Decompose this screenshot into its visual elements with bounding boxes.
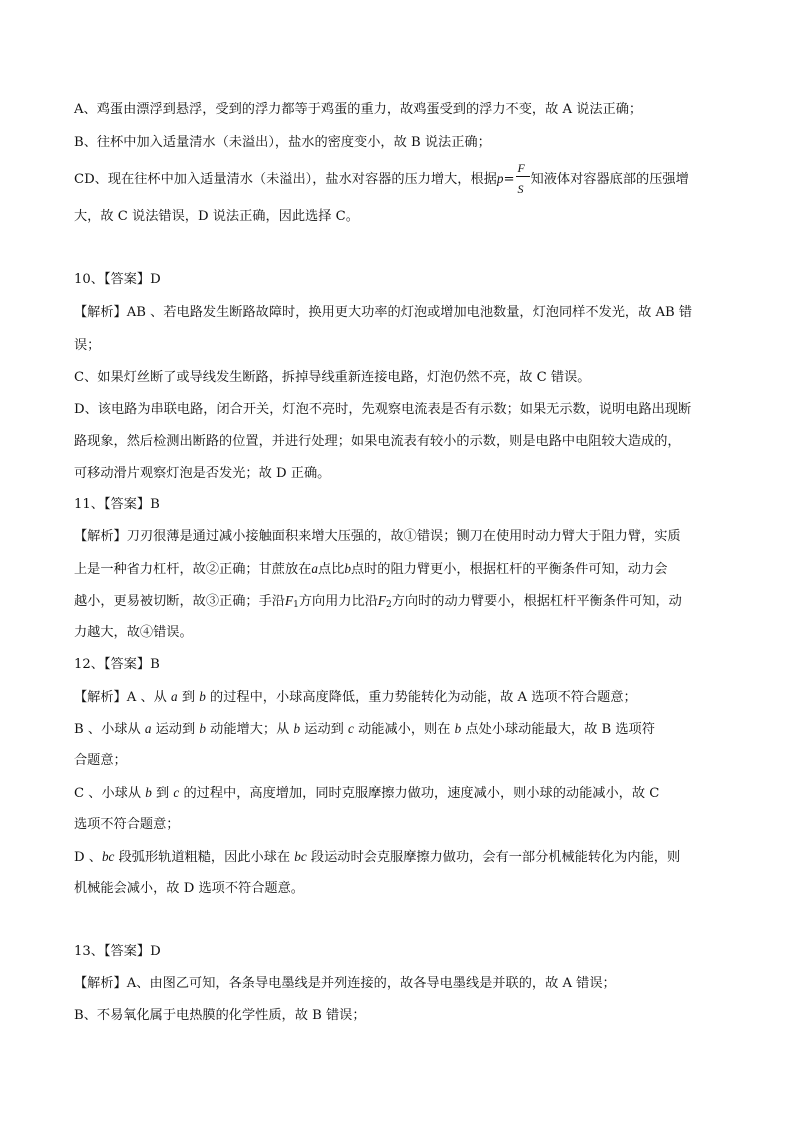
text-run: 到 <box>151 786 174 801</box>
text-run: 点处小球动能最大，故 B 选项符 <box>461 722 655 737</box>
point-c-label: c <box>348 721 354 736</box>
point-a-label: a <box>144 721 152 736</box>
q12-analysis-line3: 合题意； <box>74 753 127 768</box>
text-run: 【解析】A 、从 <box>74 690 172 705</box>
text-run: 方向时的动力臂要小，根据杠杆平衡条件可知，动 <box>391 594 682 609</box>
force-f1-label: F <box>285 593 294 608</box>
q11-answer-heading: 11、【答案】B <box>74 497 160 512</box>
q10-answer-heading: 10、【答案】D <box>74 272 161 287</box>
q9-option-b: B、往杯中加入适量清水（未溢出），盐水的密度变小，故 B 说法正确； <box>74 135 491 150</box>
text-run: 运动到 <box>151 722 200 737</box>
q9-option-cd-line1 <box>74 160 722 196</box>
text-run: 到 <box>177 690 200 705</box>
q9-cd-text-post: 知液体对容器底部的压强增 <box>530 172 689 187</box>
force-f2-label: F <box>377 593 386 608</box>
point-c-label: c <box>173 785 180 800</box>
q11-analysis-line4: 力越大，故④错误。 <box>74 625 193 640</box>
q10-analysis-line4: D、该电路为串联电路，闭合开关，灯泡不亮时，先观察电流表是否有示数；如果无示数，说明电路出现断 <box>74 402 692 417</box>
text-run: 上是一种省力杠杆，故②正确；甘蔗放在 <box>74 562 312 577</box>
q9-option-cd-line2: 大，故 C 说法错误，D 说法正确，因此选择 C。 <box>74 209 359 224</box>
point-b-label: b <box>293 721 301 736</box>
q12-analysis-line2 <box>74 719 722 740</box>
formula-p: p <box>496 171 504 186</box>
q10-analysis-line2: 误； <box>74 338 101 353</box>
q10-analysis-line3: C、如果灯丝断了或导线发生断路，拆掉导线重新连接电路，灯泡仍然不亮，故 C 错误。 <box>74 370 591 385</box>
text-run: 点比 <box>317 562 345 577</box>
text-run: 越小，更易被切断，故③正确；手沿 <box>74 594 285 609</box>
q10-analysis-line1: 【解析】AB 、若电路发生断路故障时，换用更大功率的灯泡或增加电池数量，灯泡同样不发光，故 AB 错 <box>74 305 693 320</box>
point-b-label: b <box>145 785 152 800</box>
q9-cd-text-pre: CD、现在往杯中加入适量清水（未溢出），盐水对容器的压力增大，根据 <box>74 172 497 187</box>
point-a-label: a <box>171 689 178 704</box>
q12-analysis-line1 <box>74 687 722 708</box>
q11-analysis-line3 <box>74 591 722 615</box>
text-run: 方向用力比沿 <box>298 594 378 609</box>
segment-bc-label: bc <box>294 849 307 864</box>
formula-equals: = <box>503 172 515 187</box>
force-f1-subscript: 1 <box>293 600 299 610</box>
point-b-label: b <box>454 721 462 736</box>
text-run: 段弧形轨道粗糙，因此小球在 <box>114 850 295 865</box>
q13-analysis-line2: B、不易氧化属于电热膜的化学性质，故 B 错误； <box>74 1008 366 1023</box>
text-run: 的过程中，小球高度降低，重力势能转化为动能，故 A 选项不符合题意； <box>205 690 637 705</box>
text-run: C 、小球从 <box>74 786 146 801</box>
q11-analysis-line1: 【解析】刀刃很薄是通过减小接触面积来增大压强的，故①错误；铡刀在使用时动力臂大于阻力臂，实质 <box>74 529 681 544</box>
q12-analysis-line6 <box>74 847 722 868</box>
point-b-label: b <box>199 721 206 736</box>
text-run: 的过程中，高度增加，同时克服摩擦力做功，速度减小，则小球的动能减小，故 C <box>179 786 660 801</box>
text-run: B 、小球从 <box>74 722 145 737</box>
text-run: D 、 <box>74 850 102 865</box>
formula-fraction <box>515 160 531 196</box>
q11-analysis-line2 <box>74 559 722 580</box>
text-run: 段运动时会克服摩擦力做功，会有一部分机械能转化为内能，则 <box>306 850 681 865</box>
q12-analysis-line4 <box>74 783 722 804</box>
point-a-label: a <box>311 561 318 576</box>
q12-answer-heading: 12、【答案】B <box>74 657 160 672</box>
point-b-label: b <box>199 689 206 704</box>
fraction-denominator: S <box>517 181 524 196</box>
q9-option-a: A、鸡蛋由漂浮到悬浮，受到的浮力都等于鸡蛋的重力，故鸡蛋受到的浮力不变，故 A 说法正确； <box>74 102 643 117</box>
force-f2-subscript: 2 <box>385 600 392 610</box>
segment-bc-label: bc <box>101 849 115 864</box>
text-run: 点时的阻力臂更小，根据杠杆的平衡条件可知，动力会 <box>350 562 668 577</box>
q10-analysis-line6: 可移动滑片观察灯泡是否发光；故 D 正确。 <box>74 466 331 481</box>
q13-analysis-line1: 【解析】A、由图乙可知，各条导电墨线是并列连接的，故各导电墨线是并联的，故 A 错误； <box>74 976 616 991</box>
q12-analysis-line5: 选项不符合题意； <box>74 817 180 832</box>
fraction-bar <box>516 176 530 177</box>
text-run: 动能增大；从 <box>205 722 294 737</box>
text-run: 运动到 <box>300 722 349 737</box>
q10-analysis-line5: 路现象，然后检测出断路的位置，并进行处理；如果电流表有较小的示数，则是电路中电阻较大造成的， <box>74 434 681 449</box>
q12-analysis-line7: 机械能会减小，故 D 选项不符合题意。 <box>74 881 304 896</box>
q13-answer-heading: 13、【答案】D <box>74 944 161 959</box>
fraction-numerator: F <box>517 160 525 175</box>
text-run: 动能减小，则在 <box>353 722 455 737</box>
point-b-label: b <box>344 561 351 576</box>
